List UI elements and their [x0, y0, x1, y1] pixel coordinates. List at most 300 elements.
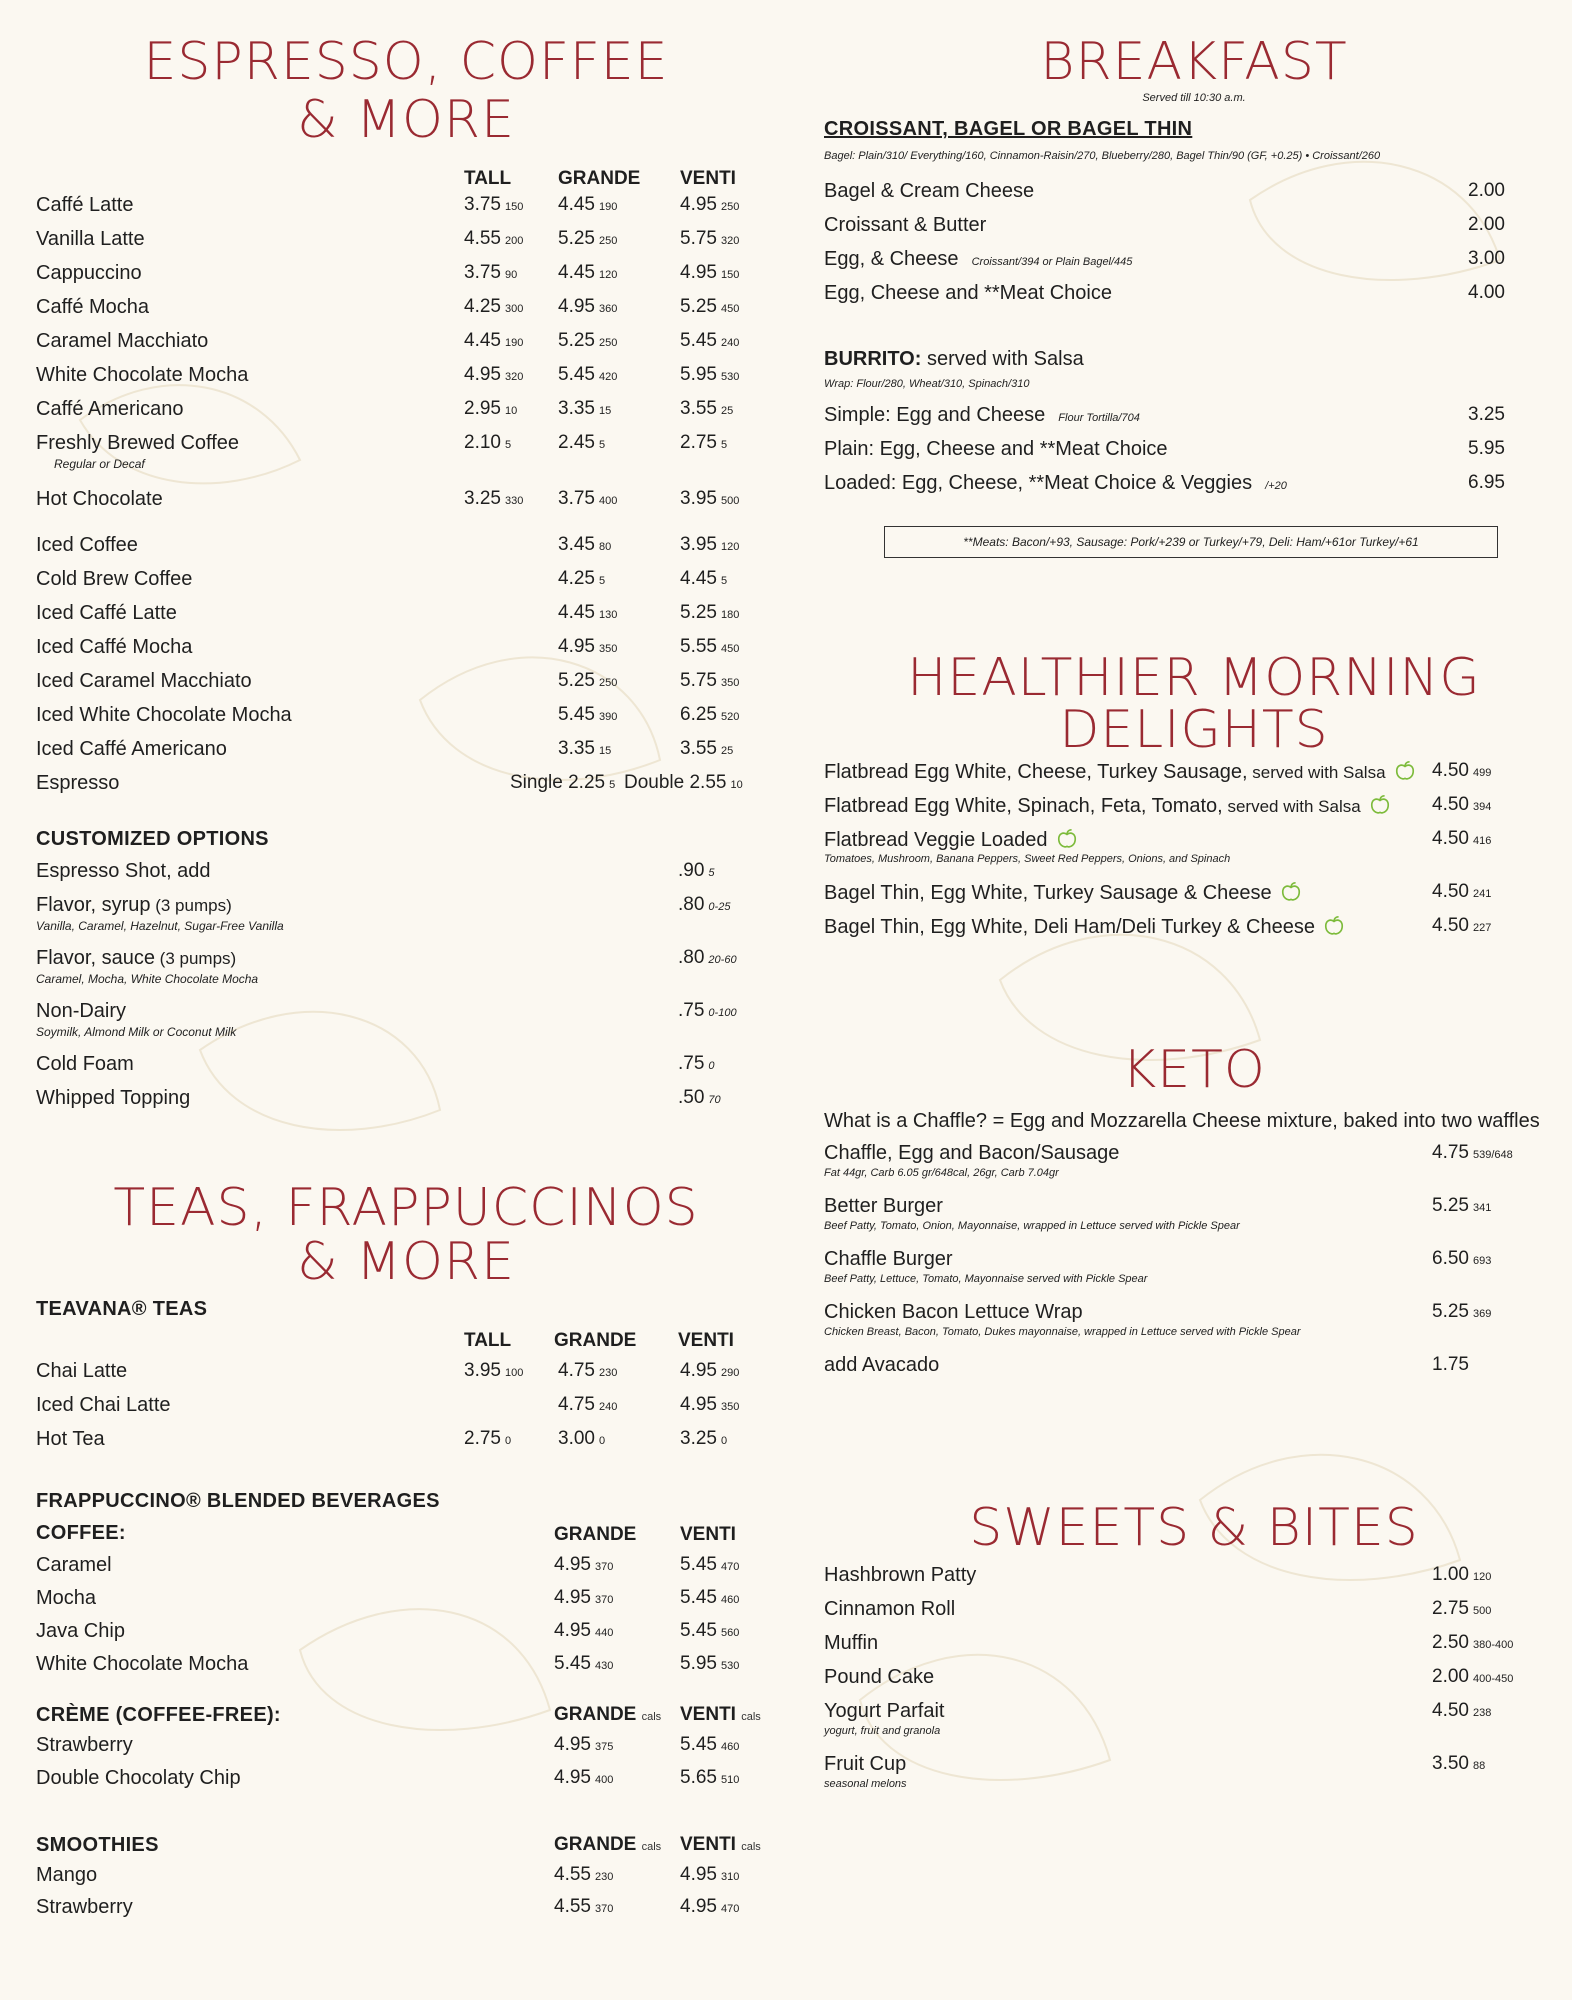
menu-row [824, 794, 1536, 824]
creme-header: CRÈME (COFFEE-FREE): [36, 1704, 281, 1726]
calories: 5 [720, 575, 728, 587]
menu-row [36, 1587, 776, 1617]
calories: 5 [504, 439, 512, 451]
item-price: 2.00 [1468, 180, 1505, 201]
price-venti: 5.25 450 [680, 296, 740, 317]
price-venti: 4.95 310 [680, 1864, 740, 1885]
calories: 530 [720, 1660, 740, 1672]
option-name: Non-Dairy [36, 1000, 127, 1022]
calories: 240 [598, 1401, 618, 1413]
item-name: Mango [36, 1864, 98, 1886]
price-grande: 3.35 15 [558, 398, 612, 419]
menu-row [824, 248, 1536, 278]
calories: 100 [504, 1367, 524, 1379]
calories: 470 [720, 1561, 740, 1573]
calories: 90 [504, 269, 518, 281]
calories: 180 [720, 609, 740, 621]
calories: 500 [720, 495, 740, 507]
item-note: Regular or Decaf [54, 457, 145, 471]
calories: 80 [598, 541, 612, 553]
menu-row [824, 472, 1536, 502]
calories: 227 [1472, 922, 1492, 934]
menu-row [824, 404, 1536, 434]
item-price: 4.50 416 [1432, 828, 1492, 849]
menu-row [36, 1864, 776, 1894]
menu-row [824, 1598, 1536, 1628]
price-venti: 4.95 290 [680, 1360, 740, 1381]
item-name: Caramel [36, 1554, 112, 1576]
frap-header-grande: GRANDE [554, 1524, 637, 1545]
price-venti: 5.25 180 [680, 602, 740, 623]
item-price: 4.75 539/648 [1432, 1142, 1513, 1163]
teavana-header: TEAVANA® TEAS [36, 1298, 208, 1320]
menu-row [36, 636, 776, 666]
espresso-double: Double 2.55 10 [624, 772, 743, 793]
option-row [36, 1053, 776, 1083]
item-price: 4.50 238 [1432, 1700, 1492, 1721]
espresso-title-line2: & MORE [297, 90, 515, 150]
calories: 0-25 [708, 901, 731, 913]
calories: 510 [720, 1774, 740, 1786]
calories: 0 [708, 1060, 715, 1072]
price-grande: 4.55 370 [554, 1896, 614, 1917]
calories: 130 [598, 609, 618, 621]
price-grande: 4.75 240 [558, 1394, 618, 1415]
creme-header-grande: GRANDE cals [554, 1704, 662, 1725]
calories: 375 [594, 1741, 614, 1753]
price-venti: 4.95 350 [680, 1394, 740, 1415]
menu-row [36, 194, 776, 224]
smoothies-header: SMOOTHIES [36, 1834, 159, 1856]
item-note: Fat 44gr, Carb 6.05 gr/648cal, 26gr, Carb 7.04gr [824, 1167, 1059, 1179]
price-tall: 2.10 5 [464, 432, 512, 453]
menu-row [36, 1734, 776, 1764]
menu-row [36, 568, 776, 598]
espresso-single: Single 2.25 5 [510, 772, 616, 793]
item-name: Muffin [824, 1632, 879, 1654]
item-price: 5.25 369 [1432, 1301, 1492, 1322]
calories: 320 [720, 235, 740, 247]
calories: 370 [594, 1561, 614, 1573]
price-grande: 4.55 230 [554, 1864, 614, 1885]
option-price: .50 70 [678, 1087, 721, 1108]
item-price: 5.25 341 [1432, 1195, 1492, 1216]
item-name: Chai Latte [36, 1360, 128, 1382]
menu-row [36, 1767, 776, 1797]
item-price: 3.50 88 [1432, 1753, 1486, 1774]
calories: 25 [720, 745, 734, 757]
calories: 15 [598, 405, 612, 417]
menu-row [824, 1666, 1536, 1696]
price-venti: 5.75 350 [680, 670, 740, 691]
item-note: Chicken Breast, Bacon, Tomato, Dukes mayonnaise, wrapped in Lettuce served with Pickle Spear [824, 1326, 1301, 1338]
menu-row [824, 282, 1536, 312]
calories: 88 [1472, 1760, 1486, 1772]
item-price: 4.50 241 [1432, 881, 1492, 902]
item-name: Flatbread Veggie Loaded [824, 828, 1078, 852]
calories: 560 [720, 1627, 740, 1639]
price-venti: 5.95 530 [680, 1653, 740, 1674]
menu-row [36, 488, 776, 518]
item-name: Caramel Macchiato [36, 330, 209, 352]
price-venti: 5.75 320 [680, 228, 740, 249]
calories: 190 [504, 337, 524, 349]
croissant-note: Bagel: Plain/310/ Everything/160, Cinnamon-Raisin/270, Blueberry/280, Bagel Thin/90 (GF, +0.25) • Croissant/260 [824, 150, 1381, 162]
price-grande: 4.25 5 [558, 568, 606, 589]
item-name: Chaffle, Egg and Bacon/Sausage [824, 1142, 1120, 1164]
espresso-header-grande: GRANDE [558, 168, 641, 189]
calories: 460 [720, 1594, 740, 1606]
option-price: .75 0 [678, 1053, 715, 1074]
item-price: 3.25 [1468, 404, 1505, 425]
calories: 0-100 [708, 1007, 737, 1019]
option-qty: (3 pumps) [150, 896, 232, 915]
calories: 250 [598, 235, 618, 247]
item-name: White Chocolate Mocha [36, 364, 249, 386]
calories: 5 [598, 575, 606, 587]
price-grande: 5.45 420 [558, 364, 618, 385]
item-name: Java Chip [36, 1620, 125, 1642]
healthier-title-line1: HEALTHIER MORNING [907, 648, 1481, 708]
option-name: Cold Foam [36, 1053, 134, 1075]
item-name: Cold Brew Coffee [36, 568, 193, 590]
item-price: 4.50 227 [1432, 915, 1492, 936]
item-suffix: served with Salsa [1222, 797, 1361, 816]
price-tall: 3.25 330 [464, 488, 524, 509]
calories: 416 [1472, 835, 1492, 847]
item-name: Iced Caffé Mocha [36, 636, 193, 658]
option-note: Soymilk, Almond Milk or Coconut Milk [36, 1025, 237, 1039]
price-grande: 4.95 370 [554, 1587, 614, 1608]
calories: 369 [1472, 1308, 1492, 1320]
calories: 520 [720, 711, 740, 723]
apple-icon [1323, 915, 1345, 937]
price-venti: 4.95 250 [680, 194, 740, 215]
item-name: Strawberry [36, 1734, 133, 1756]
item-name: add Avacado [824, 1354, 940, 1376]
burrito-note: Wrap: Flour/280, Wheat/310, Spinach/310 [824, 378, 1030, 390]
frappuccino-header: FRAPPUCCINO® BLENDED BEVERAGES [36, 1490, 440, 1512]
item-name: Iced Chai Latte [36, 1394, 171, 1416]
calories: 5 [598, 439, 606, 451]
calories: 5 [720, 439, 728, 451]
burrito-header: BURRITO: served with Salsa [824, 348, 1084, 370]
menu-row [824, 438, 1536, 468]
price-grande: 4.95 370 [554, 1554, 614, 1575]
item-name: White Chocolate Mocha [36, 1653, 249, 1675]
breakfast-title: BREAKFAST [1040, 32, 1348, 92]
price-venti: 5.55 450 [680, 636, 740, 657]
meats-note: **Meats: Bacon/+93, Sausage: Pork/+239 or Turkey/+79, Deli: Ham/+61or Turkey/+61 [884, 526, 1498, 558]
item-name: Caffé Latte [36, 194, 134, 216]
item-name: Iced Caramel Macchiato [36, 670, 252, 692]
apple-icon [1056, 828, 1078, 850]
teas-header-grande: GRANDE [554, 1330, 637, 1351]
option-row [36, 860, 776, 890]
calories: 460 [720, 1741, 740, 1753]
option-price: .90 5 [678, 860, 715, 881]
item-name: Flatbread Egg White, Spinach, Feta, Tomato, served with Salsa [824, 794, 1391, 818]
menu-row [36, 228, 776, 258]
menu-row [36, 704, 776, 734]
item-note: seasonal melons [824, 1778, 907, 1790]
option-row [36, 1087, 776, 1117]
teas-header-tall: TALL [464, 1330, 512, 1351]
item-price: 4.50 499 [1432, 760, 1492, 781]
calories: 120 [1472, 1571, 1492, 1583]
price-venti: 6.25 520 [680, 704, 740, 725]
price-venti: 4.45 5 [680, 568, 728, 589]
espresso-row [36, 772, 776, 802]
price-venti: 5.45 240 [680, 330, 740, 351]
menu-row [824, 881, 1536, 911]
menu-row [36, 1428, 776, 1458]
item-name: Hashbrown Patty [824, 1564, 977, 1586]
espresso-header-venti: VENTI [680, 168, 736, 189]
menu-row [36, 262, 776, 292]
calories: 450 [720, 303, 740, 315]
item-name: Fruit Cup [824, 1753, 907, 1775]
calories: 150 [504, 201, 524, 213]
sweets-title: SWEETS & BITES [969, 1498, 1419, 1558]
calories: 420 [598, 371, 618, 383]
smoothie-header-venti: VENTI cals [680, 1834, 761, 1855]
price-grande: 4.95 360 [558, 296, 618, 317]
calories: 430 [594, 1660, 614, 1672]
price-venti: 2.75 5 [680, 432, 728, 453]
price-grande: 4.95 440 [554, 1620, 614, 1641]
item-name: Hot Tea [36, 1428, 105, 1450]
item-name: Hot Chocolate [36, 488, 163, 510]
calories: 20-60 [708, 954, 737, 966]
calories: 25 [720, 405, 734, 417]
served-till: Served till 10:30 a.m. [1142, 92, 1246, 104]
calories: 230 [594, 1871, 614, 1883]
calories: 330 [504, 495, 524, 507]
price-venti: 4.95 150 [680, 262, 740, 283]
item-name: Espresso [36, 772, 120, 794]
item-price: 1.00 120 [1432, 1564, 1492, 1585]
price-grande: 5.25 250 [558, 670, 618, 691]
calories: 350 [598, 643, 618, 655]
price-venti: 3.55 25 [680, 738, 734, 759]
menu-row [36, 1653, 776, 1683]
price-venti: 3.95 500 [680, 488, 740, 509]
teas-title-line2: & MORE [297, 1232, 515, 1292]
price-grande: 5.45 430 [554, 1653, 614, 1674]
calories: 300 [504, 303, 524, 315]
option-note: Caramel, Mocha, White Chocolate Mocha [36, 972, 259, 986]
option-price: .80 0-25 [678, 894, 731, 915]
item-name: Yogurt Parfait [824, 1700, 945, 1722]
item-price: 2.75 500 [1432, 1598, 1492, 1619]
calories: 70 [708, 1094, 721, 1106]
item-name: Egg, & Cheese Croissant/394 or Plain Bagel/445 [824, 248, 1133, 270]
item-price: 2.00 [1468, 214, 1505, 235]
price-venti: 5.45 460 [680, 1587, 740, 1608]
item-name: Double Chocolaty Chip [36, 1767, 241, 1789]
item-name: Strawberry [36, 1896, 133, 1918]
price-grande: 4.95 350 [558, 636, 618, 657]
menu-row [36, 296, 776, 326]
calories: 341 [1472, 1202, 1492, 1214]
calories: 693 [1472, 1255, 1492, 1267]
price-tall: 3.75 90 [464, 262, 518, 283]
menu-row [36, 1896, 776, 1926]
item-price: 6.50 693 [1432, 1248, 1492, 1269]
menu-row [36, 398, 776, 428]
option-name: Espresso Shot, add [36, 860, 211, 882]
item-price: 5.95 [1468, 438, 1505, 459]
calories: 241 [1472, 888, 1492, 900]
calories: 0 [504, 1435, 512, 1447]
price-grande: 3.35 15 [558, 738, 612, 759]
calories: 499 [1472, 767, 1492, 779]
price-venti: 5.45 470 [680, 1554, 740, 1575]
calories: 400-450 [1472, 1673, 1514, 1685]
item-name: Simple: Egg and Cheese Flour Tortilla/704 [824, 404, 1140, 426]
calories: 400 [594, 1774, 614, 1786]
price-venti: 3.95 120 [680, 534, 740, 555]
item-price: 4.00 [1468, 282, 1505, 303]
price-venti: 4.95 470 [680, 1896, 740, 1917]
option-qty: (3 pumps) [154, 949, 237, 968]
item-name: Pound Cake [824, 1666, 935, 1688]
calories: 250 [598, 337, 618, 349]
item-name: Chaffle Burger [824, 1248, 953, 1270]
calories: 240 [720, 337, 740, 349]
price-tall: 3.75 150 [464, 194, 524, 215]
item-note: Tomatoes, Mushroom, Banana Peppers, Sweet Red Peppers, Onions, and Spinach [824, 853, 1231, 865]
item-price: 1.75 [1432, 1354, 1469, 1375]
item-name: Better Burger [824, 1195, 943, 1217]
item-inline-note: Flour Tortilla/704 [1055, 412, 1140, 424]
item-name: Caffé Mocha [36, 296, 150, 318]
calories: 15 [598, 745, 612, 757]
calories: 230 [598, 1367, 618, 1379]
calories: 380-400 [1472, 1639, 1514, 1651]
apple-icon [1280, 881, 1302, 903]
price-venti: 3.55 25 [680, 398, 734, 419]
calories: 0 [720, 1435, 728, 1447]
calories: 10 [504, 405, 518, 417]
option-name: Flavor, sauce (3 pumps) [36, 947, 237, 969]
apple-icon [1394, 760, 1416, 782]
item-note: Beef Patty, Tomato, Onion, Mayonnaise, wrapped in Lettuce served with Pickle Spear [824, 1220, 1240, 1232]
apple-icon [1369, 794, 1391, 816]
menu-row [824, 1354, 1536, 1384]
item-name: Chicken Bacon Lettuce Wrap [824, 1301, 1083, 1323]
price-tall: 2.75 0 [464, 1428, 512, 1449]
calories: 370 [594, 1594, 614, 1606]
espresso-title-line1: ESPRESSO, COFFEE [143, 32, 669, 92]
price-tall: 4.95 320 [464, 364, 524, 385]
item-name: Bagel & Cream Cheese [824, 180, 1035, 202]
menu-row [36, 1394, 776, 1424]
item-name: Bagel Thin, Egg White, Turkey Sausage & Cheese [824, 881, 1302, 905]
item-note: Beef Patty, Lettuce, Tomato, Mayonnaise served with Pickle Spear [824, 1273, 1148, 1285]
menu-row [36, 364, 776, 394]
item-name: Iced Caffé Latte [36, 602, 177, 624]
calories: 120 [720, 541, 740, 553]
menu-row [824, 1632, 1536, 1662]
item-name: Cinnamon Roll [824, 1598, 956, 1620]
item-name: Cappuccino [36, 262, 142, 284]
calories: 350 [720, 1401, 740, 1413]
item-name: Iced White Chocolate Mocha [36, 704, 292, 726]
item-name: Flatbread Egg White, Cheese, Turkey Sausage, served with Salsa [824, 760, 1416, 784]
calories: 530 [720, 371, 740, 383]
price-venti: 3.25 0 [680, 1428, 728, 1449]
croissant-header: CROISSANT, BAGEL OR BAGEL THIN [824, 118, 1193, 140]
price-grande: 4.95 400 [554, 1767, 614, 1788]
calories: 190 [598, 201, 618, 213]
item-suffix: served with Salsa [1247, 763, 1386, 782]
item-name: Caffé Americano [36, 398, 184, 420]
calories: 539/648 [1472, 1149, 1513, 1161]
price-grande: 3.75 400 [558, 488, 618, 509]
option-price: .75 0-100 [678, 1000, 737, 1021]
item-price: 6.95 [1468, 472, 1505, 493]
item-name: Vanilla Latte [36, 228, 145, 250]
calories: 150 [720, 269, 740, 281]
price-grande: 5.25 250 [558, 228, 618, 249]
item-name: Bagel Thin, Egg White, Deli Ham/Deli Turkey & Cheese [824, 915, 1345, 939]
menu-row [36, 602, 776, 632]
menu-row [36, 1620, 776, 1650]
item-name: Iced Caffé Americano [36, 738, 227, 760]
calories: 390 [598, 711, 618, 723]
frap-coffee-header: COFFEE: [36, 1522, 126, 1544]
teas-header-venti: VENTI [678, 1330, 734, 1351]
creme-header-venti: VENTI cals [680, 1704, 761, 1725]
calories: 440 [594, 1627, 614, 1639]
menu-row [36, 1554, 776, 1584]
calories: 320 [504, 371, 524, 383]
menu-row [824, 915, 1536, 945]
price-grande: 3.00 0 [558, 1428, 606, 1449]
healthier-title-line2: DELIGHTS [1059, 700, 1329, 760]
price-venti: 5.45 560 [680, 1620, 740, 1641]
item-name: Plain: Egg, Cheese and **Meat Choice [824, 438, 1168, 460]
item-price: 3.00 [1468, 248, 1505, 269]
price-grande: 4.95 375 [554, 1734, 614, 1755]
price-tall: 4.55 200 [464, 228, 524, 249]
calories: 370 [594, 1903, 614, 1915]
item-name: Loaded: Egg, Cheese, **Meat Choice & Veggies /+20 [824, 472, 1287, 494]
price-venti: 5.45 460 [680, 1734, 740, 1755]
price-grande: 5.25 250 [558, 330, 618, 351]
price-tall: 4.25 300 [464, 296, 524, 317]
item-note: yogurt, fruit and granola [824, 1725, 941, 1737]
calories: 238 [1472, 1707, 1492, 1719]
calories: 120 [598, 269, 618, 281]
calories: 250 [720, 201, 740, 213]
calories: 394 [1472, 801, 1492, 813]
menu-row [36, 534, 776, 564]
smoothie-header-grande: GRANDE cals [554, 1834, 662, 1855]
option-name: Whipped Topping [36, 1087, 191, 1109]
menu-row [36, 432, 776, 462]
price-grande: 4.45 120 [558, 262, 618, 283]
price-tall: 2.95 10 [464, 398, 518, 419]
menu-row [36, 330, 776, 360]
price-grande: 4.45 130 [558, 602, 618, 623]
calories: 0 [598, 1435, 606, 1447]
item-price: 2.00 400-450 [1432, 1666, 1514, 1687]
menu-row [824, 760, 1536, 790]
item-name: Mocha [36, 1587, 97, 1609]
